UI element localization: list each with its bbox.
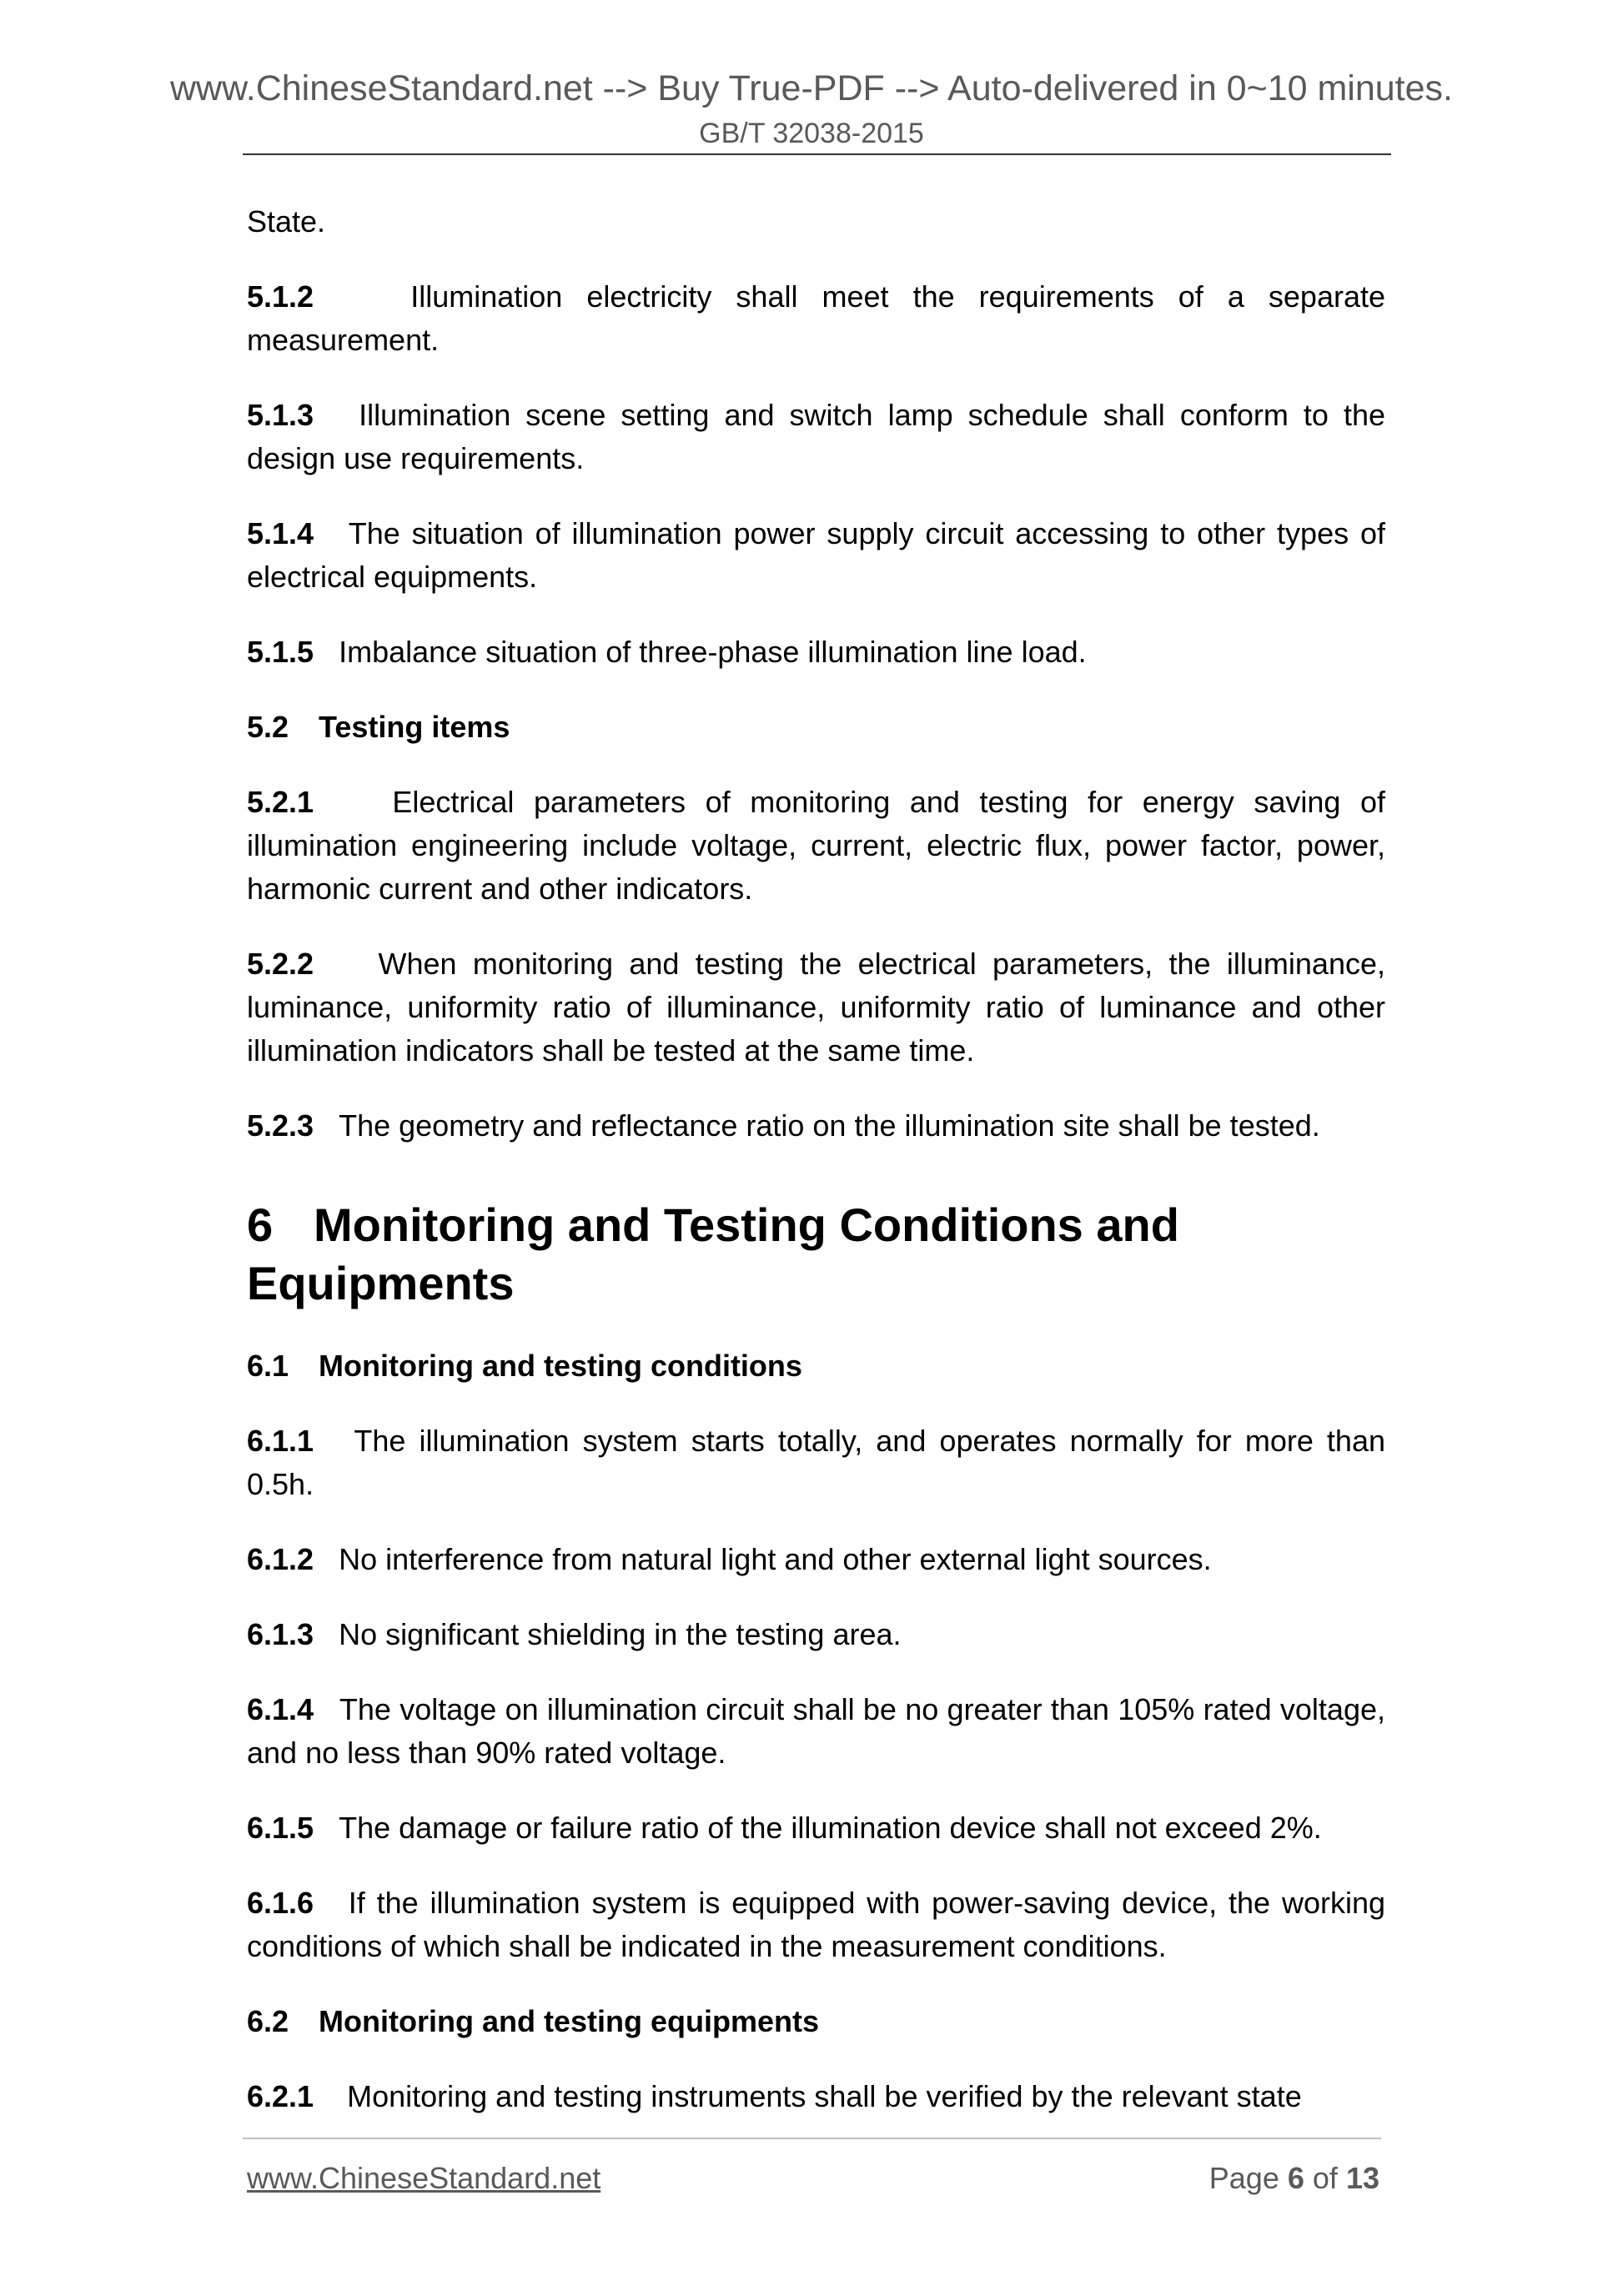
heading-text: Monitoring and testing conditions [319,1349,802,1383]
clause-number: 6.1.4 [247,1692,314,1726]
clause-number: 6.1.1 [247,1424,314,1458]
clause-6-1-5 [247,1806,1385,1850]
clause-5-1-5 [247,631,1385,674]
page-of: of [1312,2161,1338,2195]
clause-number: 6.1.6 [247,1886,314,1920]
page-current: 6 [1287,2161,1304,2195]
clause-number: 6.1.5 [247,1811,314,1845]
subsection-heading-5-2 [247,706,1385,749]
clause-5-1-4 [247,512,1385,599]
heading-text: Monitoring and Testing Conditions and Equipments [247,1198,1179,1309]
clause-text: Illumination scene setting and switch lamp schedule shall conform to the design use requirements. [247,398,1385,475]
subsection-heading-6-1 [247,1344,1385,1388]
clause-6-1-2 [247,1538,1385,1581]
clause-number: 5.2.1 [247,785,314,819]
clause-text: The damage or failure ratio of the illumination device shall not exceed 2%. [339,1811,1322,1845]
heading-number: 6.1 [247,1349,289,1383]
clause-text: Illumination electricity shall meet the requirements of a separate measurement. [247,279,1385,357]
heading-text: Monitoring and testing equipments [319,2004,819,2038]
standard-code: GB/T 32038-2015 [699,118,924,149]
clause-text: Imbalance situation of three-phase illumination line load. [339,635,1087,669]
clause-number: 5.2.2 [247,947,314,981]
clause-text: If the illumination system is equipped with power-saving device, the working conditions of which shall be indicated in the measurement conditions. [247,1886,1385,1963]
clause-6-2-1 [247,2075,1385,2118]
clause-5-2-2 [247,942,1385,1073]
clause-text: The situation of illumination power supply circuit accessing to other types of electrical equipments. [247,516,1385,594]
clause-5-2-1 [247,781,1385,911]
clause-text: The voltage on illumination circuit shall be no greater than 105% rated voltage, and no less than 90% rated voltage. [247,1692,1385,1770]
paragraph-state [247,200,1385,244]
clause-number: 5.1.3 [247,398,314,432]
clause-text: When monitoring and testing the electrical parameters, the illuminance, luminance, uniformity ratio of illuminance, uniformity ratio of luminance and other illumination indicators shall be tested at the same time. [247,947,1385,1068]
section-heading-6 [247,1196,1385,1313]
subsection-heading-6-2 [247,2000,1385,2043]
clause-5-2-3 [247,1104,1385,1148]
clause-text: Electrical parameters of monitoring and testing for energy saving of illumination engineering include voltage, current, electric flux, power factor, power, harmonic current and other indicators. [247,785,1385,906]
clause-number: 6.1.3 [247,1617,314,1651]
header-banner: www.ChineseStandard.net --> Buy True-PDF --> Auto-delivered in 0~10 minutes. [169,68,1453,108]
page-label: Page [1208,2161,1279,2195]
clause-text: The geometry and reflectance ratio on the illumination site shall be tested. [339,1108,1320,1143]
clause-text: No interference from natural light and other external light sources. [339,1542,1212,1576]
clause-number: 5.1.5 [247,635,314,669]
clause-6-1-4 [247,1688,1385,1775]
clause-5-1-2 [247,275,1385,362]
clause-6-1-3 [247,1613,1385,1656]
footer-divider [243,2138,1381,2139]
clause-number: 6.2.1 [247,2079,314,2113]
page-indicator [1209,2160,1379,2197]
clause-number: 6.1.2 [247,1542,314,1576]
paragraph-text: State. [247,204,326,239]
heading-text: Testing items [319,710,510,744]
page-total: 13 [1345,2161,1379,2195]
clause-number: 5.2.3 [247,1108,314,1143]
clause-number: 5.1.4 [247,516,314,550]
heading-number: 5.2 [247,710,289,744]
clause-number: 5.1.2 [247,279,314,314]
header-divider [243,153,1391,155]
page-body [247,200,1385,2118]
heading-number: 6.2 [247,2004,289,2038]
footer-site-link[interactable]: www.ChineseStandard.net [247,2161,601,2195]
heading-number: 6 [247,1198,274,1251]
clause-text: The illumination system starts totally, and operates normally for more than 0.5h. [247,1424,1385,1501]
clause-6-1-6 [247,1882,1385,1968]
clause-text: No significant shielding in the testing area. [339,1617,902,1651]
clause-5-1-3 [247,394,1385,480]
clause-6-1-1 [247,1419,1385,1506]
clause-text: Monitoring and testing instruments shall be verified by the relevant state [347,2079,1302,2113]
